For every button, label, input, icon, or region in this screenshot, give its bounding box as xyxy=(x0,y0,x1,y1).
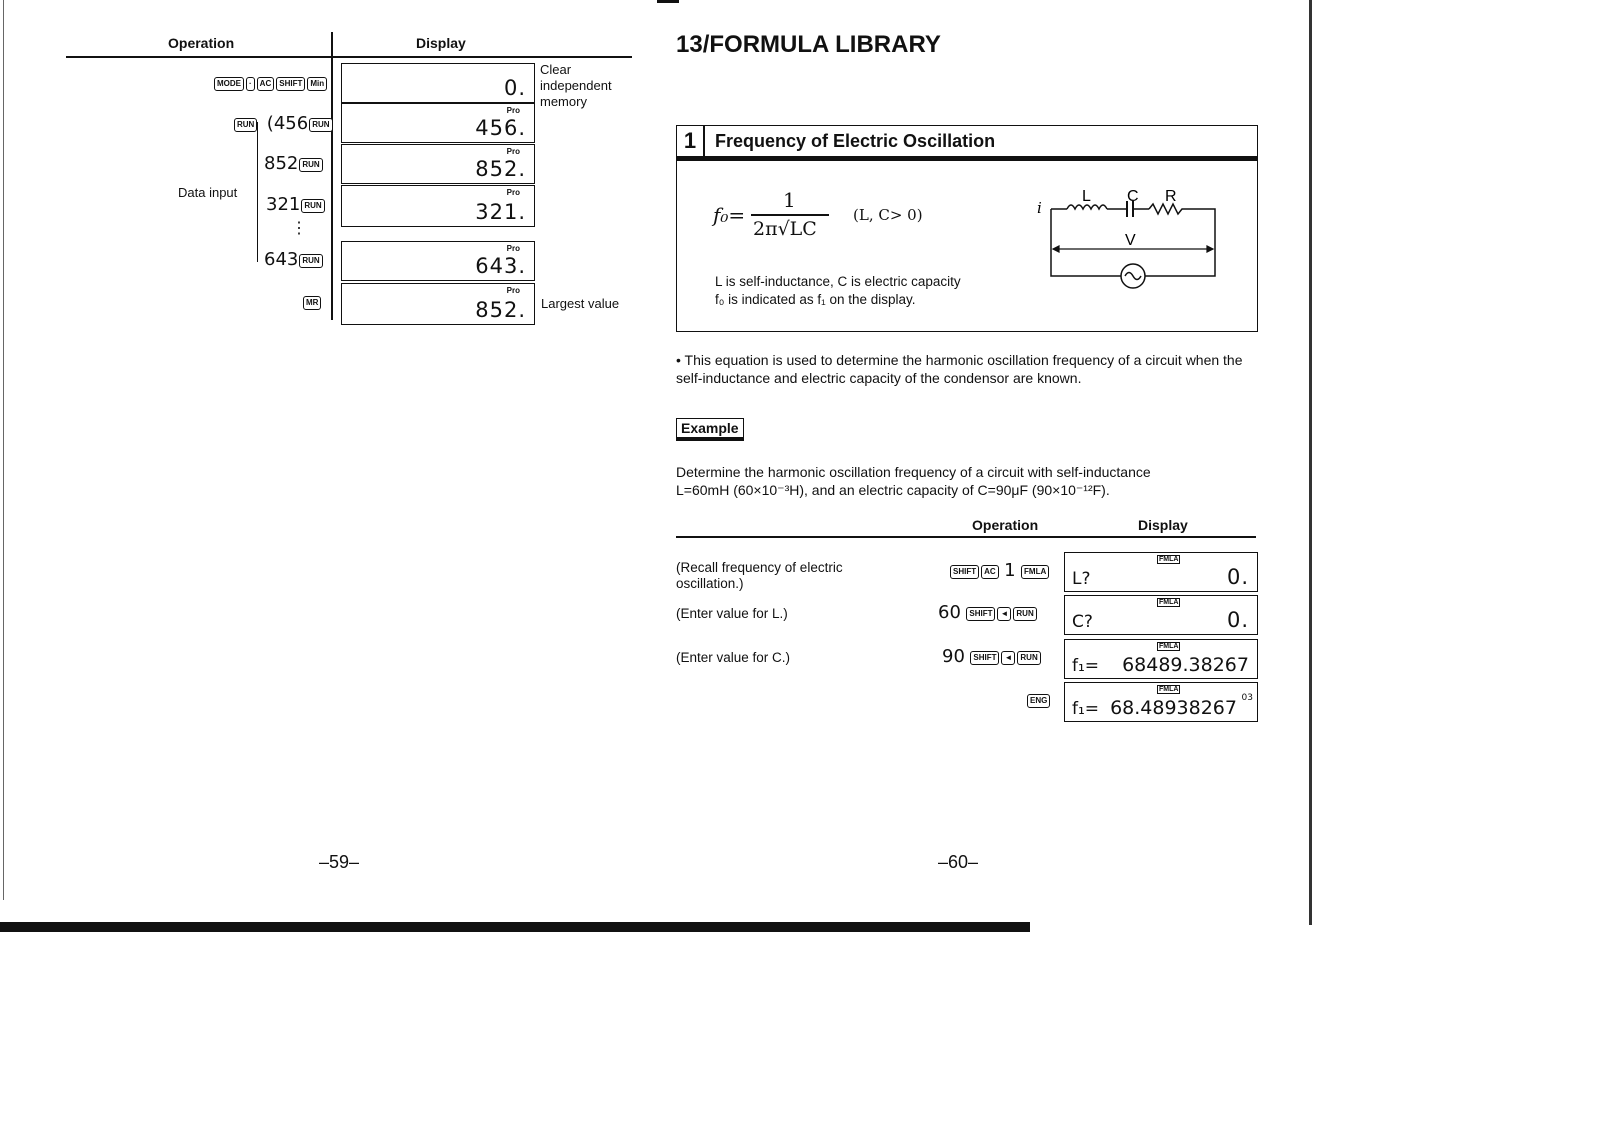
pro-indicator: Pro xyxy=(506,188,520,197)
lcd-step4-exponent: 03 xyxy=(1241,693,1253,703)
step3-input: 90 xyxy=(942,646,965,667)
left-header-rule xyxy=(66,56,632,58)
right-header-rule xyxy=(676,536,1256,538)
lcd-row1 xyxy=(341,63,535,103)
input-456: 456 xyxy=(273,113,309,134)
lcd-row6-value: 852. xyxy=(475,298,526,322)
lc-circuit-diagram xyxy=(1037,181,1237,296)
formula-numerator: 1 xyxy=(783,188,796,212)
circuit-label-C: C xyxy=(1127,188,1139,205)
eng-key[interactable]: ENG xyxy=(1027,694,1050,708)
row4-op xyxy=(266,194,326,215)
right-page xyxy=(660,0,1310,910)
formula-lhs: f₀= xyxy=(713,203,746,227)
bottom-rule xyxy=(0,922,1030,932)
bullet-description: • This equation is used to determine the harmonic oscillation frequency of a circuit when the self-inductance and electric capacity of the condensor are known. xyxy=(676,352,1243,386)
section-box xyxy=(676,125,1258,332)
example-label: Example xyxy=(676,418,744,441)
page-number-59: –59– xyxy=(319,852,360,872)
lcd-step4-left: f₁= xyxy=(1072,699,1100,719)
fmla-indicator: FMLA xyxy=(1159,599,1179,606)
step3-label: (Enter value for C.) xyxy=(676,650,791,665)
section-number: 1 xyxy=(677,126,705,156)
min-key[interactable]: Min xyxy=(307,77,327,91)
step2-label: (Enter value for L.) xyxy=(676,606,788,621)
dot-key[interactable]: · xyxy=(246,77,255,91)
example-text-2: L=60mH (60×10⁻³H), and an electric capacity of C=90μF (90×10⁻¹²F). xyxy=(676,482,1110,498)
mr-key[interactable]: MR xyxy=(303,296,321,310)
circuit-label-L: L xyxy=(1082,188,1091,205)
row5-op xyxy=(264,249,324,270)
left-page xyxy=(0,0,640,910)
lcd-step4-value: 68.48938267 xyxy=(1110,697,1237,719)
lcd-row3-value: 852. xyxy=(475,157,526,181)
section-title: Frequency of Electric Oscillation xyxy=(715,131,996,151)
left-arrow-key[interactable]: ◄ xyxy=(997,607,1011,621)
formula-condition: (L, C> 0) xyxy=(853,206,923,224)
lcd-step2-left: C? xyxy=(1072,612,1093,632)
note-clear-memory: Clear independent memory xyxy=(540,62,612,109)
right-header-operation: Operation xyxy=(972,517,1039,533)
step3-keys xyxy=(942,646,1042,667)
ellipsis: ⋮ xyxy=(291,220,307,237)
fmla-key[interactable]: FMLA xyxy=(1021,565,1049,579)
pro-indicator: Pro xyxy=(506,286,520,295)
circuit-label-i: i xyxy=(1037,199,1042,217)
input-643: 643 xyxy=(264,249,299,270)
pro-indicator: Pro xyxy=(506,244,520,253)
lcd-step3 xyxy=(1064,639,1258,679)
lcd-step1-left: L? xyxy=(1072,569,1091,589)
row3-op xyxy=(264,153,324,174)
resistor-icon xyxy=(1149,204,1187,214)
lcd-row1-value: 0. xyxy=(503,76,526,100)
step4-keys xyxy=(1026,692,1051,710)
run-key[interactable]: RUN xyxy=(1013,607,1036,621)
row6-op xyxy=(302,294,322,312)
data-input-label: Data input xyxy=(178,185,238,200)
note-largest-value: Largest value xyxy=(541,296,620,311)
left-arrow-key[interactable]: ◄ xyxy=(1001,651,1015,665)
step2-input: 60 xyxy=(938,602,961,623)
step1-keys xyxy=(949,560,1050,581)
lcd-step1 xyxy=(1064,552,1258,592)
lcd-row5 xyxy=(341,241,535,281)
run-key[interactable]: RUN xyxy=(299,158,322,172)
chapter-title: 13/FORMULA LIBRARY xyxy=(676,31,941,58)
fmla-indicator: FMLA xyxy=(1159,643,1179,650)
left-header-display: Display xyxy=(416,35,466,51)
run-key[interactable]: RUN xyxy=(299,254,322,268)
formula-denominator: 2π√LC xyxy=(753,218,817,240)
run-key[interactable]: RUN xyxy=(301,199,324,213)
run-key[interactable]: RUN xyxy=(234,118,257,132)
row1-keys xyxy=(213,75,328,93)
step2-keys xyxy=(938,602,1038,623)
lcd-row2 xyxy=(341,103,535,143)
fmla-indicator: FMLA xyxy=(1159,556,1179,563)
data-input-bracket xyxy=(257,122,258,262)
run-key[interactable]: RUN xyxy=(1017,651,1040,665)
ac-key[interactable]: AC xyxy=(981,565,999,579)
step1-input: 1 xyxy=(1004,560,1016,581)
lcd-step2-value: 0. xyxy=(1226,608,1249,632)
fraction-bar xyxy=(751,214,829,216)
page-number-60: –60– xyxy=(938,852,979,872)
left-column-divider xyxy=(331,32,333,320)
ac-key[interactable]: AC xyxy=(257,77,275,91)
input-321: 321 xyxy=(266,194,301,215)
shift-key[interactable]: SHIFT xyxy=(276,77,305,91)
lcd-row4 xyxy=(341,185,535,227)
shift-key[interactable]: SHIFT xyxy=(950,565,979,579)
lcd-row4-value: 321. xyxy=(475,200,526,224)
circuit-label-V: V xyxy=(1125,232,1136,249)
lcd-step2 xyxy=(1064,595,1258,635)
circuit-label-R: R xyxy=(1165,188,1177,205)
mode-key[interactable]: MODE xyxy=(214,77,244,91)
lcd-row6 xyxy=(341,283,535,325)
ac-source-icon xyxy=(1121,264,1145,288)
fmla-indicator: FMLA xyxy=(1159,686,1179,693)
row2-op: RUN (456 RUN xyxy=(233,113,334,134)
input-852: 852 xyxy=(264,153,299,174)
lcd-row5-value: 643. xyxy=(475,254,526,278)
run-key[interactable]: RUN xyxy=(309,118,332,132)
left-header-operation: Operation xyxy=(168,35,235,51)
lcd-step3-left: f₁= xyxy=(1072,656,1100,676)
section-title-bar xyxy=(677,126,1257,161)
formula xyxy=(713,188,973,248)
shift-key[interactable]: SHIFT xyxy=(970,651,999,665)
step1-label: (Recall frequency of electric oscillation.) xyxy=(676,560,843,591)
right-header-display: Display xyxy=(1138,517,1188,533)
formula-note-2: f₀ is indicated as f₁ on the display. xyxy=(715,292,916,307)
lcd-step1-value: 0. xyxy=(1226,565,1249,589)
lcd-step4 xyxy=(1064,682,1258,722)
lcd-row2-value: 456. xyxy=(475,116,526,140)
example-text-1: Determine the harmonic oscillation frequency of a circuit with self-inductance xyxy=(676,464,1151,480)
lcd-row3 xyxy=(341,144,535,184)
formula-note-1: L is self-inductance, C is electric capacity xyxy=(715,274,961,289)
pro-indicator: Pro xyxy=(506,147,520,156)
pro-indicator: Pro xyxy=(506,106,520,115)
lcd-step3-value: 68489.38267 xyxy=(1122,654,1249,676)
shift-key[interactable]: SHIFT xyxy=(966,607,995,621)
